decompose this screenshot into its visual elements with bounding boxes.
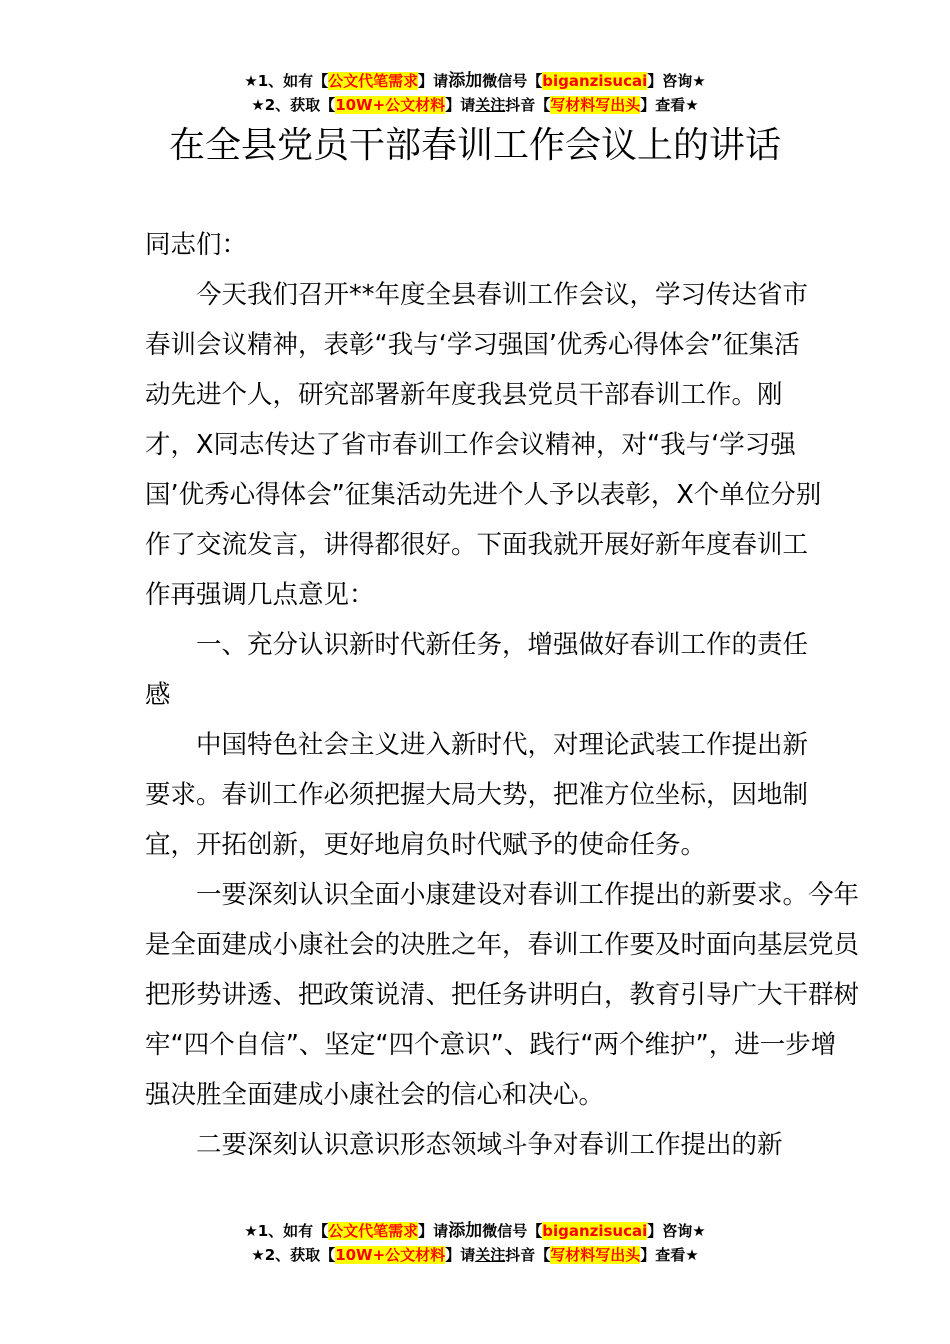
greeting: 同志们： [145, 230, 248, 260]
banner-line-2: ★2、获取【10W+公文材料】请关注抖音【写材料写出头】查看★ [251, 1246, 699, 1264]
paragraph: 中国特色社会主义进入新时代，对理论武装工作提出新要求。春训工作必须把握大局大势，把准方位坐标，因地制宜，开拓创新，更好地肩负时代赋予的使命任务。 [145, 730, 809, 860]
paragraph: 今天我们召开**年度全县春训工作会议，学习传达省市春训会议精神，表彰“我与‘学习强国’优秀心得体会”征集活动先进个人，研究部署新年度我县党员干部春训工作。刚才，X同志传达了省市春训工作会议精神，对“我与‘学习强国’优秀心得体会”征集活动先进个人予以表彰，X个单位分别作了交流发言，讲得都很好。下面我就开展好新年度春训工作再强调几点意见： [145, 280, 822, 610]
douyin-id-highlight: 写材料写出头 [550, 96, 641, 114]
banner-line-2: ★2、获取【10W+公文材料】请关注抖音【写材料写出头】查看★ [251, 96, 699, 114]
banner-line-1: ★1、如有【公文代笔需求】请添加微信号【biganzisucai】咨询★ [244, 1221, 706, 1241]
banner-highlight: 公文代笔需求 [328, 1222, 419, 1240]
bottom-banner [0, 1219, 950, 1267]
wechat-id-highlight: biganzisucai [542, 1222, 648, 1240]
banner-highlight: 10W+公文材料 [335, 1246, 446, 1264]
paragraph: 二要深刻认识意识形态领域斗争对春训工作提出的新 [196, 1130, 783, 1160]
banner-highlight: 公文代笔需求 [328, 72, 419, 90]
douyin-id-highlight: 写材料写出头 [550, 1246, 641, 1264]
document-body [145, 220, 860, 1170]
banner-highlight: 10W+公文材料 [335, 96, 446, 114]
paragraph: 一要深刻认识全面小康建设对春训工作提出的新要求。今年是全面建成小康社会的决胜之年，春训工作要及时面向基层党员把形势讲透、把政策说清、把任务讲明白，教育引导广大干群树牢“四个自信”、坚定“四个意识”、践行“两个维护”，进一步增强决胜全面建成小康社会的信心和决心。 [145, 880, 860, 1110]
top-banner [0, 69, 950, 117]
banner-line-1: ★1、如有【公文代笔需求】请添加微信号【biganzisucai】咨询★ [244, 71, 706, 91]
section-heading: 一、充分认识新时代新任务，增强做好春训工作的责任感 [145, 630, 809, 710]
document-title: 在全县党员干部春训工作会议上的讲话 [168, 125, 781, 166]
wechat-id-highlight: biganzisucai [542, 72, 648, 90]
